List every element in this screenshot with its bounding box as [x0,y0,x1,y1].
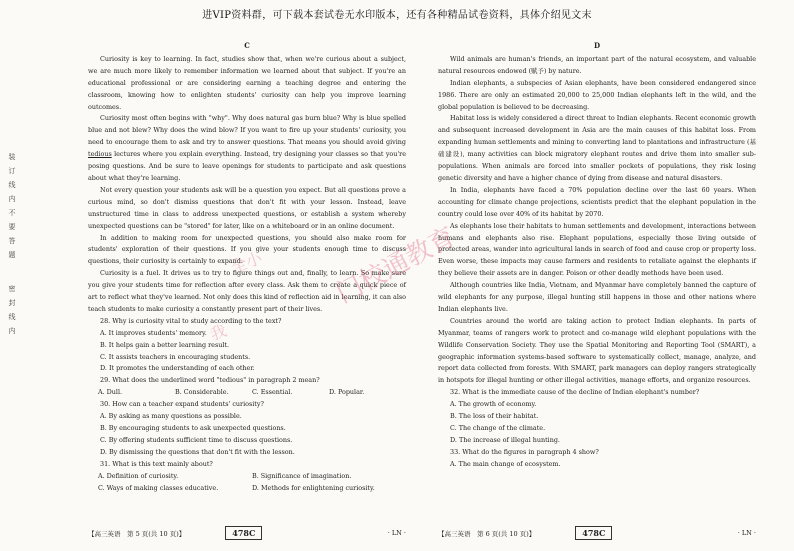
paragraph: In India, elephants have faced a 70% population decline over the last 60 years. When accounting for climate change projections, scientists predict that the elephant population in the country could lose over 40% of its habitat by 2070. [438,185,756,218]
question-32: 32. What is the immediate cause of the decline of Indian elephant's number? [450,388,700,397]
paragraph: Indian elephants, a subspecies of Asian elephants, have been considered endangered since 1986. There are only an estimated 20,000 to 25,000 Indian elephants left in the wild, and the global population is believed to be decreasing. [438,78,756,111]
options-row [98,471,406,483]
question-30: 30. How can a teacher expand students' curiosity? [100,400,264,409]
page-footer-left [88,526,406,540]
paragraph: Curiosity is key to learning. In fact, studies show that, when we're curious about a subject, we are much more likely to remember information we learned about that subject. If you're an educational professional or are considering earning a teaching degree and entering the classroom, knowing how to enlighten students' curiosity can help you improve learning outcomes. [88,54,406,111]
page-label: 【高三英语 第 6 页(共 10 页)】 [438,529,536,538]
option: C. It assists teachers in encouraging students. [100,352,251,361]
passage-heading: C [244,41,250,50]
underlined-word: tedious [88,150,112,159]
watermark-fragment: 全小 [228,248,265,277]
page-footer-right [438,526,756,540]
watermark-main: 门校通教育 [331,221,461,310]
question-29: 29. What does the underlined word "tedious" in paragraph 2 mean? [100,376,320,385]
option: D. Methods for enlightening curiosity. [252,483,375,492]
margin-char: 内 [8,195,16,203]
option: B. Considerable. [175,388,229,397]
margin-char: 密 [8,285,16,293]
option: A. The growth of economy. [450,400,537,409]
option: B. It helps gain a better learning result. [100,340,230,349]
option: D. Popular. [329,388,365,397]
passage-d-column [438,40,756,471]
binding-margin [6,150,18,410]
paragraph: In addition to making room for unexpected questions, you should also make room for students' exploration of their questions. If you give your students enough time to discuss questions, their curiosity is certainly to expand. [88,233,406,266]
option: A. Definition of curiosity. [98,471,179,480]
margin-char: 题 [8,251,16,259]
option: A. Dull. [98,388,123,397]
passage-heading: D [593,41,601,50]
paragraph: Not every question your students ask will be a question you expect. But all questions prove a curious mind, so don't dismiss questions that don't fit with your lesson. Instead, leave unstructured time in class to address unexpected questions, or establish a system whereby unexpected questions can be "stored" for later, like on a whiteboard or in an online document. [88,185,406,230]
option: D. The increase of illegal hunting. [450,435,560,444]
options-row [98,483,406,495]
margin-char: 答 [8,237,16,245]
margin-char: 线 [8,313,16,321]
paragraph: Habitat loss is widely considered a direct threat to Indian elephants. Recent economic growth and subsequent increased development in Asia are the main causes of this habitat loss. From expanding human settlements and mining to converting land to plantations and infrastructure (基础建设), many activities can block migratory elephant routes and drive them into smaller sub-populations. When animals are forced into smaller pockets of populations, they risk losing genetic diversity and have a higher chance of dying from disease and natural disasters. [438,114,756,182]
passage-c-column [88,40,406,494]
watermark-fragment: 我 [207,320,230,345]
exam-code: 478C [225,526,262,540]
option: D. It promotes the understanding of each other. [100,364,255,373]
paragraph: Although countries like India, Vietnam, and Myanmar have completely banned the capture of wild elephants for any purpose, illegal hunting still happens in those and other nations where Indian elephants live. [438,281,756,313]
option: A. It improves students' memory. [100,328,207,337]
option: C. The change of the climate. [450,424,546,432]
paragraph: Wild animals are human's friends, an important part of the natural ecosystem, and valuable natural resources endowed (赋予) by nature. [438,54,756,75]
margin-char: 订 [8,167,16,175]
margin-char: 不 [8,209,16,217]
exam-code: 478C [575,526,612,540]
option: D. By dismissing the questions that don't fit with the lesson. [100,447,295,456]
region-tag: · LN · [387,529,406,537]
option: A. The main change of ecosystem. [450,459,561,468]
question-28: 28. Why is curiosity vital to study according to the text? [100,316,282,325]
option: B. Significance of imagination. [252,471,352,480]
option: B. By encouraging students to ask unexpected questions. [100,424,286,432]
question-33: 33. What do the figures in paragraph 4 show? [450,447,599,456]
paragraph: Countries around the world are taking action to protect Indian elephants. In parts of Myanmar, teams of rangers work to protect and co-manage wild elephant populations with the Wildlife Conservation Society. They use the Spatial Monitoring and Reporting Tool (SMART), a geographic information systems-based software to systematically collect, manage, analyze, and report data collected from forests. With SMART, park managers can deploy rangers strategically in hotspots for illegal hunting or other illegal activities, manage efforts, and organize resources. [438,316,756,385]
option: C. Essential. [252,388,293,397]
top-banner: 进VIP资料群，可下载本套试卷无水印版本，还有各种精品试卷资料，具体介绍见文末 [202,10,592,21]
option: C. Ways of making classes educative. [98,483,219,492]
option: A. By asking as many questions as possible. [100,412,242,421]
margin-char: 要 [8,223,16,231]
margin-char: 线 [8,181,16,189]
region-tag: · LN · [737,529,756,537]
margin-char: 内 [8,327,16,335]
page-label: 【高三英语 第 5 页(共 10 页)】 [88,529,186,538]
option: B. The loss of their habitat. [450,412,539,421]
margin-char: 装 [8,153,16,161]
options-row [98,387,406,399]
paragraph: Curiosity is a fuel. It drives us to try to figure things out and, finally, to learn. So make sure you give your students time for reflection after every class. Ask them to create a quick piece of art to reflect what they've learned. Not only does this kind of reflection aid in learning, it can also teach students to make curiosity a constantly present part of their lives. [88,269,406,313]
paragraph: As elephants lose their habitats to human settlements and development, interactions between humans and elephants also rise. Elephant populations, especially those living outside of protected areas, wander into agricultural lands in search of food and cause crop or property loss. Even worse, these impacts may cause farmers and residents to retaliate against the elephants if they believe their assets are in danger. Poison or other deadly methods have been used. [438,221,756,278]
margin-char: 封 [8,299,16,307]
question-31: 31. What is this text mainly about? [100,459,213,468]
option: C. By offering students sufficient time to discuss questions. [100,435,293,444]
paragraph: Curiosity most often begins with "why". Why does natural gas burn blue? Why is blue spelled blue and not blew? Why does the wind blow? If you want to fire up your students' curiosity, you need to encourage them to ask and try to answer questions. That means you should avoid giving tedious lectures where you explain everything. Instead, try designing your classes so that you're posing questions. And be sure to leave openings for students to participate and ask questions about what they're learning. [88,114,406,182]
